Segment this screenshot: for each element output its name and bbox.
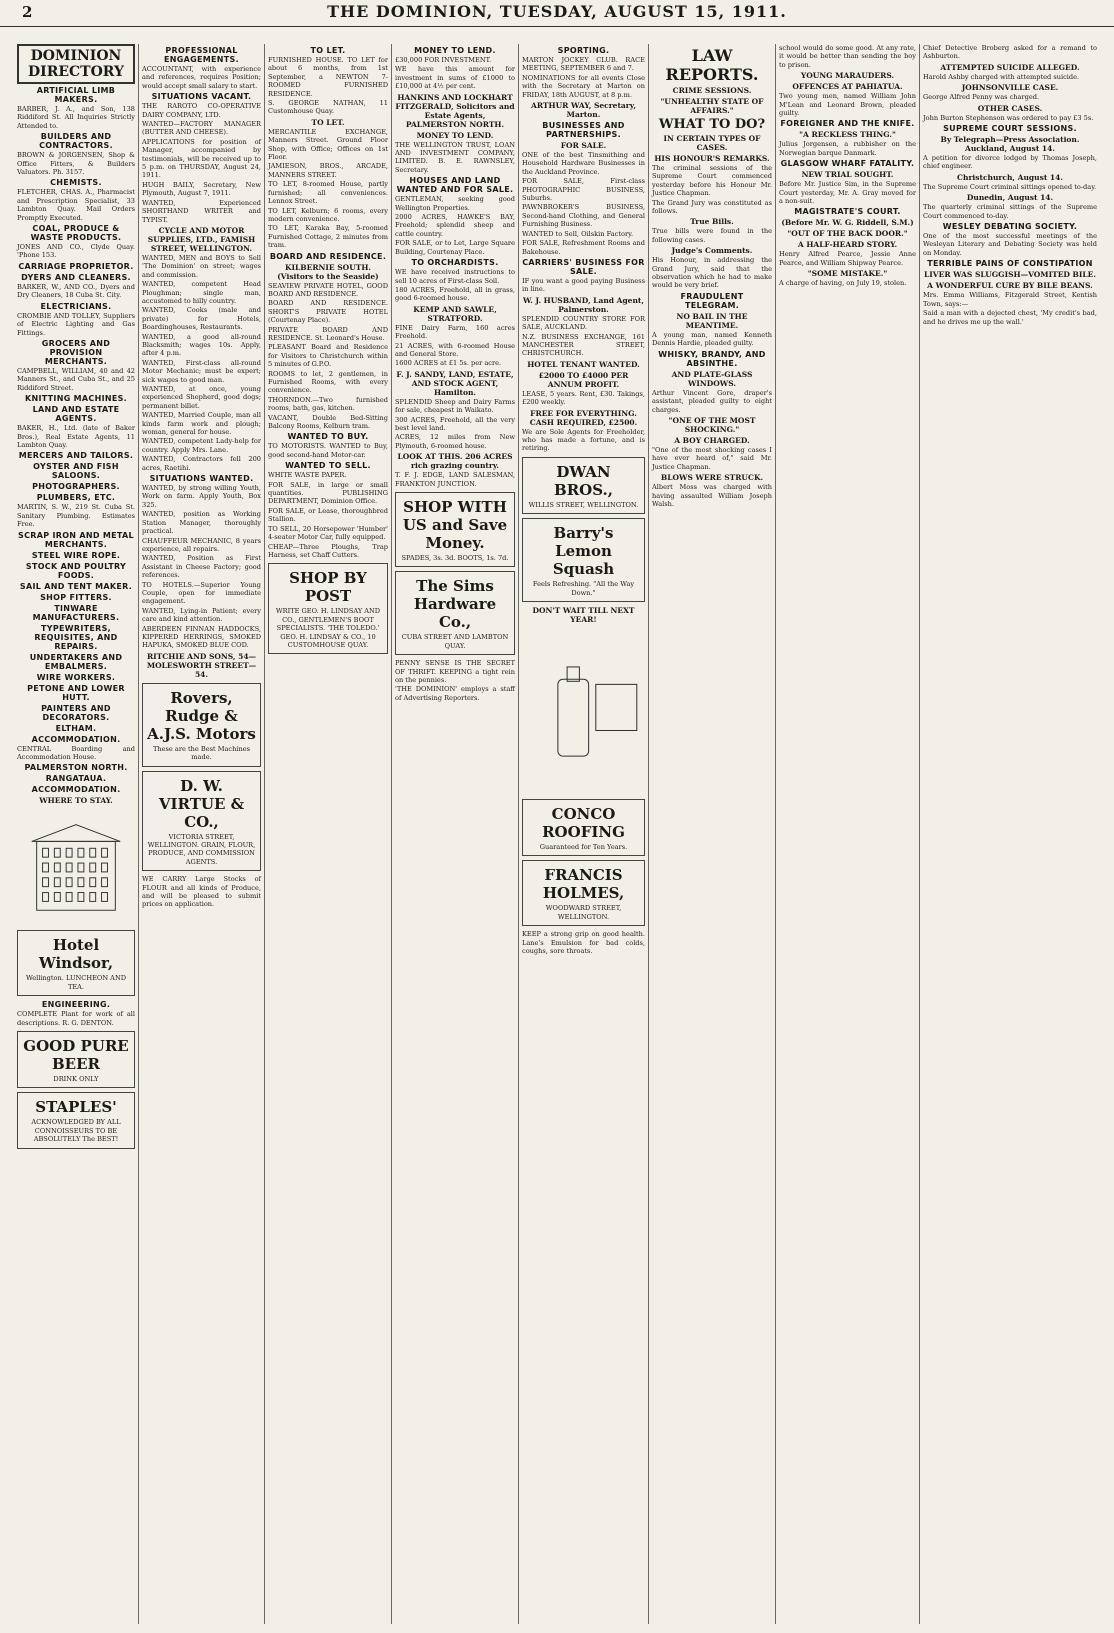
listing-text: BARBER, J. A., and Son, 138 Riddiford St. All Inquiries Strictly Attended to. xyxy=(17,105,135,130)
article-paragraph: ROOMS to let, 2 gentlemen, in Furnished Rooms, with every convenience. xyxy=(268,369,388,395)
illustration xyxy=(522,606,645,795)
subheading: Judge's Comments. xyxy=(671,246,753,256)
ad-headline: DWAN BROS., xyxy=(554,462,613,499)
listing-text: IF you want a good paying Business in line. xyxy=(522,276,645,294)
article-paragraph: TO LET, Karaka Bay, 5-roomed Furnished Cottage, 2 minutes from tram. xyxy=(268,224,388,250)
column-7 xyxy=(776,44,920,1624)
article-paragraph: WANTED—FACTORY MANAGER (BUTTER AND CHEESE). xyxy=(142,120,261,137)
subheading: A HALF-HEARD STORY. xyxy=(797,240,898,250)
listing-text: BARKER, W., AND CO., Dyers and Dry Cleaners, 18 Cuba St. City. xyxy=(17,282,135,300)
article-paragraph: We are Sole Agents for Freeholder, who has made a fortune, and is retiring. xyxy=(522,427,645,453)
section-heading: WHISKY, BRANDY, AND ABSINTHE. xyxy=(658,349,766,368)
ad-headline: SHOP WITH US and Save Money. xyxy=(402,498,508,552)
article-paragraph: PLEASANT Board and Residence for Visitors to Christchurch within 5 minutes of G.P.O. xyxy=(268,343,388,369)
listing-text: GENTLEMAN, seeking good Wellington Properties. xyxy=(395,195,515,212)
article-paragraph: One of the most successful meetings of the Wesleyan Literary and Debating Society was held on Monday. xyxy=(923,232,1097,257)
hotel-building-icon xyxy=(17,806,135,926)
advertisement xyxy=(395,492,515,567)
ad-headline: D. W. VIRTUE & CO., xyxy=(158,776,245,831)
section-heading: TYPEWRITERS, REQUISITES, AND REPAIRS. xyxy=(34,623,118,651)
listing-text: FLETCHER, CHAS. A., Pharmacist and Prescription Specialist, 33 Lambton Quay. Mail Orders Promptly Executed. xyxy=(17,188,135,222)
article-paragraph: George Alfred Penny was charged. xyxy=(923,93,1040,102)
ad-text: CUBA STREET AND LAMBTON QUAY. xyxy=(401,633,509,650)
subheading: Dunedin, August 14. xyxy=(966,193,1054,203)
article-paragraph: Two young men, named William John M'Lean and Leonard Brown, pleaded guilty. xyxy=(779,92,916,118)
section-heading: CARRIERS' BUSINESS FOR SALE. xyxy=(522,257,645,276)
section-heading: KNITTING MACHINES. xyxy=(24,394,128,404)
subheading: W. J. HUSBAND, Land Agent, Palmerston. xyxy=(523,295,644,314)
newspaper-title: THE DOMINION, TUESDAY, AUGUST 15, 1911. xyxy=(327,2,787,21)
listing-text: CROMBIE AND TOLLEY, Suppliers of Electric Lighting and Gas Fittings. xyxy=(17,311,135,337)
article-paragraph: The Supreme Court criminal sittings opened to-day. xyxy=(923,182,1097,191)
section-heading: ACCOMMODATION. xyxy=(31,734,121,744)
listing-text: TO MOTORISTS. WANTED to Buy, good second-hand Motor-car. xyxy=(268,442,388,459)
article-paragraph: BOARD AND RESIDENCE. SHORT'S PRIVATE HOTEL (Courtenay Place). xyxy=(268,299,388,325)
article-paragraph: WANTED, at once, young experienced Shepherd, good dogs; permanent billet. xyxy=(142,385,261,410)
subheading: KEMP AND SAWLE, STRATFORD. xyxy=(413,304,497,323)
ad-text: Wellington. LUNCHEON AND TEA. xyxy=(25,974,127,991)
column-1 xyxy=(14,44,139,1624)
listing-text: £30,000 FOR INVESTMENT. xyxy=(395,56,492,64)
section-heading: BUSINESSES AND PARTNERSHIPS. xyxy=(542,121,625,140)
article-paragraph: WE CARRY Large Stocks of FLOUR and all kinds of Produce, and will be pleased to submit prices on application. xyxy=(142,875,261,909)
ad-headline: Rovers, Rudge & A.J.S. Motors xyxy=(147,688,256,743)
section-heading: TERRIBLE PAINS OF CONSTIPATION xyxy=(927,259,1093,269)
article-paragraph: SPLENDID COUNTRY STORE FOR SALE, AUCKLAND. xyxy=(522,314,645,332)
subheading: AND PLATE-GLASS WINDOWS. xyxy=(671,369,753,388)
subheading: JOHNSONVILLE CASE. xyxy=(961,83,1059,93)
article-paragraph: WANTED, competent Lady-help for country. Apply Mrs. Lane. xyxy=(142,437,261,454)
listing-text: WE have received instructions to sell 10 acres of First-class Soil. xyxy=(395,268,515,285)
subheading: "A RECKLESS THING." xyxy=(799,130,896,140)
ad-headline: CONCO ROOFING xyxy=(542,805,625,841)
subheading: "OUT OF THE BACK DOOR." xyxy=(787,229,908,239)
ad-headline: FRANCIS HOLMES, xyxy=(542,866,625,903)
article-paragraph: "One of the most shocking cases I have ever heard of," said Mr. Justice Chapman. xyxy=(652,445,772,471)
ad-headline: STAPLES' xyxy=(35,1098,117,1117)
article-paragraph: N.Z. BUSINESS EXCHANGE, 161 MANCHESTER STREET, CHRISTCHURCH. xyxy=(522,332,645,358)
column-4 xyxy=(392,44,519,1624)
article-paragraph: WANTED, competent Head Ploughman; single man, accustomed to hilly country. xyxy=(142,280,261,305)
article-paragraph: FOR SALE, in large or small quantities. PUBLISHING DEPARTMENT, Dominion Office. xyxy=(268,480,388,506)
section-heading: WANTED TO SELL. xyxy=(285,461,371,471)
advertisement xyxy=(395,571,515,655)
article-paragraph: THORNDON.—Two furnished rooms, bath, gas, kitchen. xyxy=(268,395,388,413)
section-heading: ENGINEERING. xyxy=(41,1000,111,1010)
article-paragraph: Arthur Vincent Gore, draper's assistant, pleaded guilty to eight charges. xyxy=(652,388,772,414)
subheading: "UNHEALTHY STATE OF AFFAIRS." xyxy=(660,97,764,115)
article-paragraph: PRIVATE BOARD AND RESIDENCE. St. Leonard's House. xyxy=(268,325,388,342)
article-paragraph: TO HOTELS.—Superior Young Couple, open for immediate engagement. xyxy=(142,580,261,606)
section-heading: PETONE AND LOWER HUTT. xyxy=(27,683,125,702)
directory-title-box xyxy=(17,44,135,84)
section-heading: PALMERSTON NORTH. xyxy=(24,763,128,773)
article-paragraph: The quarterly criminal sittings of the Supreme Court commenced to-day. xyxy=(923,203,1097,220)
article-paragraph: His Honour, in addressing the Grand Jury, said that the observation which he had to make would be very brief. xyxy=(652,256,772,290)
article-paragraph: ACRES, 12 miles from New Plymouth, 6-roomed house. xyxy=(395,433,515,450)
section-heading: FRAUDULENT TELEGRAM. xyxy=(680,291,744,310)
subheading: MONEY TO LEND. xyxy=(416,130,494,140)
article-paragraph: VACANT, Double Bed-Sitting Balcony Rooms, Kelburn tram. xyxy=(268,413,388,431)
subheading: CRIME SESSIONS. xyxy=(672,86,752,95)
section-heading: WIRE WORKERS. xyxy=(36,672,116,682)
subheading: TO LET. xyxy=(311,117,345,127)
subheading: OFFENCES AT PAHIATUA. xyxy=(792,82,903,92)
section-heading: FOREIGNER AND THE KNIFE. xyxy=(780,119,915,129)
subheading: OTHER CASES. xyxy=(977,103,1043,113)
article-paragraph: WE have this amount for investment in sums of £1000 to £10,000 at 4½ per cent. xyxy=(395,65,515,91)
article-paragraph: APPLICATIONS for position of Manager, accompanied by testimonials, will be received up to 5 p.m. on THURSDAY, August 24, 1911. xyxy=(142,137,261,180)
ad-text: WILLIS STREET, WELLINGTON. xyxy=(528,500,639,509)
column-6 xyxy=(649,44,776,1624)
article-paragraph: ABERDEEN FINNAN HADDOCKS, KIPPERED HERRINGS, SMOKED HAPUKA, SMOKED BLUE COD. xyxy=(142,624,261,650)
section-heading: ARTIFICIAL LIMB MAKERS. xyxy=(36,86,116,104)
article-paragraph: PAWNBROKER'S BUSINESS, Second-hand Clothing, and General Furnishing Business. xyxy=(522,203,645,229)
article-paragraph: John Burton Stephenson was ordered to pay £3 5s. xyxy=(923,113,1094,122)
article-paragraph: S. GEORGE NATHAN, 11 Customhouse Quay. xyxy=(268,99,388,116)
subheading: A WONDERFUL CURE BY BILE BEANS. xyxy=(927,281,1093,291)
subheading: YOUNG MARAUDERS. xyxy=(800,71,895,81)
listing-text: COMPLETE Plant for work of all descriptions. R. G. DENTON. xyxy=(17,1010,135,1027)
listing-text: WHITE WASTE PAPER. xyxy=(268,471,347,480)
section-heading: TO LET. xyxy=(310,46,346,55)
column-8 xyxy=(920,44,1100,1624)
directory-title: DOMINION DIRECTORY xyxy=(28,48,124,80)
article-paragraph: Before Mr. Justice Sim, in the Supreme Court yesterday, Mr. A. Gray moved for a non-suit. xyxy=(779,180,916,206)
ad-headline: The Sims Hardware Co., xyxy=(413,577,497,632)
article-paragraph: Henry Alfred Pearce, Jessie Anne Pearce, and William Shipway Pearce. xyxy=(779,250,916,267)
subheading: NO BAIL IN THE MEANTIME. xyxy=(676,311,748,330)
article-paragraph: Mrs. Emma Williams, Fitzgerald Street, Kentish Town, says:— xyxy=(923,291,1097,308)
section-heading: WANTED TO BUY. xyxy=(287,432,369,442)
article-paragraph: 1600 ACRES at £1 5s. per acre. xyxy=(395,359,502,368)
section-heading: SUPREME COURT SESSIONS. xyxy=(943,124,1077,134)
advertisement xyxy=(17,1092,135,1148)
section-heading: GROCERS AND PROVISION MERCHANTS. xyxy=(41,338,111,366)
article-paragraph: WANTED, First-class all-round Motor Mechanic; must be expert; sick wages to good man. xyxy=(142,358,261,384)
subheading: LIVER WAS SLUGGISH—VOMITED BILE. xyxy=(924,270,1096,280)
advertisement xyxy=(142,771,261,872)
masthead xyxy=(0,0,1114,27)
section-heading: STEEL WIRE ROPE. xyxy=(31,550,121,560)
advertisement xyxy=(522,860,645,926)
subheading: KILBERNIE SOUTH. (Visitors to the Seaside) xyxy=(277,262,379,281)
advertisement xyxy=(268,563,388,654)
ad-text: These are the Best Machines made. xyxy=(152,744,251,762)
article-paragraph: KEEP a strong grip on good health. Lane's Emulsion for bad colds, coughs, sore throats. xyxy=(522,930,645,956)
article-paragraph: WANTED to Sell, Oilskin Factory. xyxy=(522,229,634,238)
ad-headline: GOOD PURE BEER xyxy=(23,1037,129,1073)
article-paragraph: TO LET, 8-roomed House, partly furnished; all conveniences. Lennox Street. xyxy=(268,180,388,206)
section-heading: MERCERS AND TAILORS. xyxy=(18,451,134,461)
section-heading: STOCK AND POULTRY FOODS. xyxy=(25,561,127,580)
subheading: CYCLE AND MOTOR SUPPLIES, LTD., FAMISH STREET, WELLINGTON. xyxy=(147,225,256,253)
article-paragraph: T. F. J. EDGE, LAND SALESMAN, FRANKTON JUNCTION. xyxy=(395,471,515,488)
subheading: ATTEMPTED SUICIDE ALLEGED. xyxy=(940,62,1080,72)
subheading: £2000 TO £4000 PER ANNUM PROFIT. xyxy=(538,370,629,389)
subheading: FREE FOR EVERYTHING. CASH REQUIRED, £2500. xyxy=(529,408,638,427)
article-paragraph: FOR SALE, Refreshment Rooms and Bakehouse. xyxy=(522,239,645,256)
listing-text: WANTED, by strong willing Youth, Work on farm. Apply Youth, Box 325. xyxy=(142,484,261,509)
article-paragraph: 2000 ACRES, HAWKE'S BAY, Freehold; splendid sheep and cattle country. xyxy=(395,213,515,238)
section-heading: HOUSES AND LAND WANTED AND FOR SALE. xyxy=(396,176,514,195)
ad-headline: Barry's Lemon Squash xyxy=(552,524,615,579)
ad-text: WRITE GEO. H. LINDSAY AND CO., GENTLEMEN'S BOOT SPECIALISTS. 'THE TOLEDO.' GEO. H. LINDSAY & CO., 10 CUSTOMHOUSE QUAY. xyxy=(275,607,381,649)
section-heading: MONEY TO LEND. xyxy=(414,46,496,55)
subheading: (Before Mr. W. G. Riddell, S.M.) xyxy=(781,218,914,228)
section-heading: PAINTERS AND DECORATORS. xyxy=(41,703,111,722)
listing-text: ACCOUNTANT, with experience and references, requires Position; would accept small salary to start. xyxy=(142,65,261,90)
article-paragraph: JAMIESON, BROS., ARCADE, MANNERS STREET. xyxy=(268,162,388,179)
advertisement xyxy=(522,457,645,514)
section-heading: WESLEY DEBATING SOCIETY. xyxy=(942,222,1078,232)
section-heading: TINWARE MANUFACTURERS. xyxy=(32,603,120,622)
article-paragraph: LEASE, 5 years. Rent, £30. Takings, £200 weekly. xyxy=(522,389,645,407)
listing-text: MARTIN, S. W., 219 St. Cuba St. Sanitary Plumbing. Estimates Free. xyxy=(17,503,135,529)
ad-headline: Hotel Windsor, xyxy=(38,936,114,973)
subheading: IN CERTAIN TYPES OF CASES. xyxy=(663,134,761,152)
article-paragraph: WANTED, Position as First Assistant in Cheese Factory; good references. xyxy=(142,554,261,580)
ad-text: Guaranteed for Ten Years. xyxy=(539,843,628,851)
illustration-caption: DON'T WAIT TILL NEXT YEAR! xyxy=(532,606,635,624)
section-heading: SPORTING. xyxy=(557,46,610,55)
listing-text: JONES AND CO., Clyde Quay. 'Phone 153. xyxy=(17,243,135,260)
page-number: 2 xyxy=(22,3,33,21)
listing-text: BAKER, H., Ltd. (late of Baker Bros.), Real Estate Agents, 11 Lambton Quay. xyxy=(17,424,135,449)
listing-text: CAMPBELL, WILLIAM, 40 and 42 Manners St., and Cuba St., and 25 Riddiford Street. xyxy=(17,366,135,392)
article-paragraph: True bills were found in the following cases. xyxy=(652,227,772,244)
article-paragraph: 21 ACRES, with 6-roomed House and General Store. xyxy=(395,341,515,358)
section-heading: SITUATIONS VACANT. xyxy=(151,92,252,102)
squash-bottle-icon xyxy=(522,625,645,795)
subheading: "SOME MISTAKE." xyxy=(807,269,888,279)
article-paragraph: 300 ACRES, Freehold, all the very best level land. xyxy=(395,415,515,432)
advertisement xyxy=(17,1031,135,1088)
subheading: "ONE OF THE MOST SHOCKING." xyxy=(668,415,756,434)
article-paragraph: SEAVIEW PRIVATE HOTEL, GOOD BOARD AND RESIDENCE. xyxy=(268,281,388,298)
subheading: F. J. SANDY, LAND, ESTATE, AND STOCK AGENT, Hamilton. xyxy=(396,369,514,397)
article-paragraph: FOR SALE, or to Let, Large Square Building, Courtenay Place. xyxy=(395,239,515,256)
article-paragraph: MERCANTILE EXCHANGE, Manners Street. Ground Floor Shop, with Office; Offices on 1st Floor. xyxy=(268,127,388,162)
illustration xyxy=(17,796,135,926)
article-paragraph: FINE Dairy Farm, 160 acres Freehold. xyxy=(395,323,515,341)
advertisement xyxy=(522,799,645,856)
article-paragraph: PENNY SENSE IS THE SECRET OF THRIFT. KEEPING a tight rein on the pennies. xyxy=(395,659,515,685)
section-heading: BOARD AND RESIDENCE. xyxy=(269,251,387,261)
article-paragraph: THE WELLINGTON TRUST, LOAN AND INVESTMENT COMPANY, LIMITED. B. E. RAWNSLEY, Secretary. xyxy=(395,140,515,174)
section-heading: PROFESSIONAL ENGAGEMENTS. xyxy=(164,46,239,64)
section-heading: LAND AND ESTATE AGENTS. xyxy=(32,405,120,424)
illustration-caption: WHERE TO STAY. xyxy=(39,796,113,806)
subheading: HOTEL TENANT WANTED. xyxy=(527,359,640,369)
article-paragraph: WANTED, Experienced SHORTHAND WRITER and TYPIST. xyxy=(142,198,261,224)
subheading: FOR SALE. xyxy=(560,141,607,151)
section-heading: SAIL AND TENT MAKER. xyxy=(19,581,133,591)
article-paragraph: Albert Moss was charged with having assaulted William Joseph Walsh. xyxy=(652,483,772,508)
article-paragraph: ONE of the best Tinsmithing and Household Hardware Businesses in the Auckland Province. xyxy=(522,151,645,176)
article-paragraph: Julius Jorgensen, a rubbisher on the Norwegian barque Danmark. xyxy=(779,140,916,157)
ad-text: WOODWARD STREET, WELLINGTON. xyxy=(545,904,622,921)
section-heading: TO ORCHARDISTS. xyxy=(411,258,499,268)
column-5 xyxy=(519,44,649,1624)
section-heading: MAGISTRATE'S COURT. xyxy=(794,207,901,217)
section-heading: DYERS AND CLEANERS. xyxy=(21,272,131,282)
section-heading: CHEMISTS. xyxy=(50,178,102,188)
subheading: ARTHUR WAY, Secretary, Marton. xyxy=(531,101,636,120)
article-paragraph: FOR SALE, or Lease, thoroughbred Stallion. xyxy=(268,506,388,524)
section-heading: COAL, PRODUCE & WASTE PRODUCTS. xyxy=(30,224,122,243)
listing-text: BROWN & JORGENSEN, Shop & Office Fitters, & Builders Valuators. Ph. 3157. xyxy=(17,151,135,177)
section-heading: ELECTRICIANS. xyxy=(40,301,112,311)
ad-text: VICTORIA STREET, WELLINGTON. GRAIN, FLOUR, PRODUCE, AND COMMISSION AGENTS. xyxy=(147,832,256,866)
subheading: LOOK AT THIS. 206 ACRES rich grazing country. xyxy=(397,452,513,471)
article-paragraph: The Grand Jury was constituted as follows. xyxy=(652,198,772,216)
article-paragraph: Harold Ashby charged with attempted suicide. xyxy=(923,72,1080,81)
subheading: NEW TRIAL SOUGHT. xyxy=(801,170,894,180)
section-heading: GLASGOW WHARF FATALITY. xyxy=(780,159,915,169)
article-paragraph: WANTED, Contractors fell 200 acres, Raetihi. xyxy=(142,455,261,472)
ad-text: DRINK ONLY xyxy=(53,1075,99,1083)
article-paragraph: WANTED, MEN and BOYS to Sell 'The Dominion' on street; wages and commission. xyxy=(142,253,261,279)
article-paragraph: WANTED, Married Couple, man all kinds farm work and plough; woman, general for house. xyxy=(142,411,261,437)
section-heading: RANGATAUA. xyxy=(45,774,107,784)
section-heading: CARRIAGE PROPRIETOR. xyxy=(18,261,134,271)
subheading: HIS HONOUR'S REMARKS. xyxy=(654,154,770,163)
subheading: RITCHIE AND SONS, 54—MOLESWORTH STREET—54. xyxy=(146,651,257,679)
section-heading: UNDERTAKERS AND EMBALMERS. xyxy=(29,652,123,671)
article-paragraph: 180 ACRES, Freehold, all in grass, good 6-roomed house. xyxy=(395,285,515,303)
subsection-title: WHAT TO DO? xyxy=(658,117,766,132)
section-heading: ACCOMMODATION. xyxy=(31,785,121,795)
column-3 xyxy=(265,44,392,1624)
advertisement xyxy=(522,518,645,602)
listing-text: THE RAROTO CO-OPERATIVE DAIRY COMPANY, LTD. xyxy=(142,102,261,119)
section-heading: OYSTER AND FISH SALOONS. xyxy=(33,462,119,481)
article-paragraph: WANTED, a good all-round Blacksmith; wages 10s. Apply, after 4 p.m. xyxy=(142,332,261,358)
section-heading: BUILDERS AND CONTRACTORS. xyxy=(39,132,113,151)
section-heading: ELTHAM. xyxy=(55,723,97,733)
ad-text: Feels Refreshing. "All the Way Down." xyxy=(532,580,635,597)
article-paragraph: WANTED, Lying-in Patient; every care and kind attention. xyxy=(142,606,261,624)
article-paragraph: Said a man with a dejected chest, 'My credit's bad, and he drives me up the wall.' xyxy=(923,309,1097,326)
article-paragraph: A charge of having, on July 19, stolen. xyxy=(779,279,907,288)
subheading: HANKINS AND LOCKHART FITZGERALD, Solicitors and Estate Agents, PALMERSTON NORTH. xyxy=(395,92,515,129)
article-paragraph: TO LET, Kelburn; 6 rooms, every modern convenience. xyxy=(268,206,388,223)
ad-text: ACKNOWLEDGED BY ALL CONNOISSEURS TO BE ABSOLUTELY The BEST! xyxy=(31,1118,121,1144)
advertisement xyxy=(17,930,135,996)
section-heading: SITUATIONS WANTED. xyxy=(149,474,254,484)
column-2 xyxy=(139,44,265,1624)
section-heading: SCRAP IRON AND METAL MERCHANTS. xyxy=(18,530,134,549)
article-paragraph: NOMINATIONS for all events Close with the Secretary at Marton on FRIDAY, 18th AUGUST, at 8 p.m. xyxy=(522,73,645,99)
advertisement xyxy=(142,683,261,767)
article-paragraph: The criminal sessions of the Supreme Court commenced yesterday before his Honour Mr. Justice Chapman. xyxy=(652,164,772,198)
article-paragraph: 'THE DOMINION' employs a staff of Advertising Reporters. xyxy=(395,685,515,702)
ad-text: SPADES, 3s. 3d. BOOTS, 1s. 7d. xyxy=(401,554,509,562)
article-paragraph: TO SELL, 20 Horsepower 'Humber' 4-seater Motor Car, fully equipped. xyxy=(268,524,388,542)
article-paragraph: A petition for divorce lodged by Thomas Joseph, chief engineer. xyxy=(923,154,1097,171)
subheading: BLOWS WERE STRUCK. xyxy=(660,473,764,483)
listing-text: CENTRAL Boarding and Accommodation House. xyxy=(17,744,135,761)
listing-text: FURNISHED HOUSE. TO LET for about 6 months, from 1st September, a NEWTON 7-ROOMED FURNISHED RESIDENCE. xyxy=(268,56,388,98)
article-paragraph: Chief Detective Broberg asked for a remand to Ashburton. xyxy=(923,44,1097,61)
subheading: By Telegraph—Press Association. Auckland, August 14. xyxy=(940,135,1080,154)
subheading: True Bills. xyxy=(690,217,734,227)
article-paragraph: school would do some good. At any rate, it would be better than sending the boy to prison. xyxy=(779,44,916,69)
article-paragraph: WANTED, position as Working Station Manager, thoroughly practical. xyxy=(142,510,261,536)
section-heading: SHOP FITTERS. xyxy=(40,592,112,602)
article-paragraph: FOR SALE, First-class PHOTOGRAPHIC BUSINESS, Suburbs. xyxy=(522,177,645,203)
subheading: A BOY CHARGED. xyxy=(674,435,750,445)
article-paragraph: CHEAP—Three Ploughs, Trap Harness, set Chaff Cutters. xyxy=(268,542,388,559)
section-title: LAW REPORTS. xyxy=(665,46,759,84)
article-paragraph: CHAUFFEUR MECHANIC, 8 years experience, all repairs. xyxy=(142,536,261,553)
section-heading: PLUMBERS, ETC. xyxy=(36,493,116,503)
subheading: Christchurch, August 14. xyxy=(957,172,1063,182)
section-heading: PHOTOGRAPHERS. xyxy=(32,482,120,492)
article-paragraph: A young man, named Kenneth Dennis Hardie, pleaded guilty. xyxy=(652,330,772,348)
ad-headline: SHOP BY POST xyxy=(289,569,367,606)
article-paragraph: MARTON JOCKEY CLUB. RACE MEETING, SEPTEMBER 6 and 7. xyxy=(522,56,645,73)
article-paragraph: WANTED, Cooks (male and private) for Hotels, Boardinghouses, Restaurants. xyxy=(142,306,261,332)
article-paragraph: SPLENDID Sheep and Dairy Farms for sale, cheapest in Waikato. xyxy=(395,397,515,415)
article-paragraph: HUGH BAILY, Secretary, New Plymouth, August 7, 1911. xyxy=(142,180,261,198)
